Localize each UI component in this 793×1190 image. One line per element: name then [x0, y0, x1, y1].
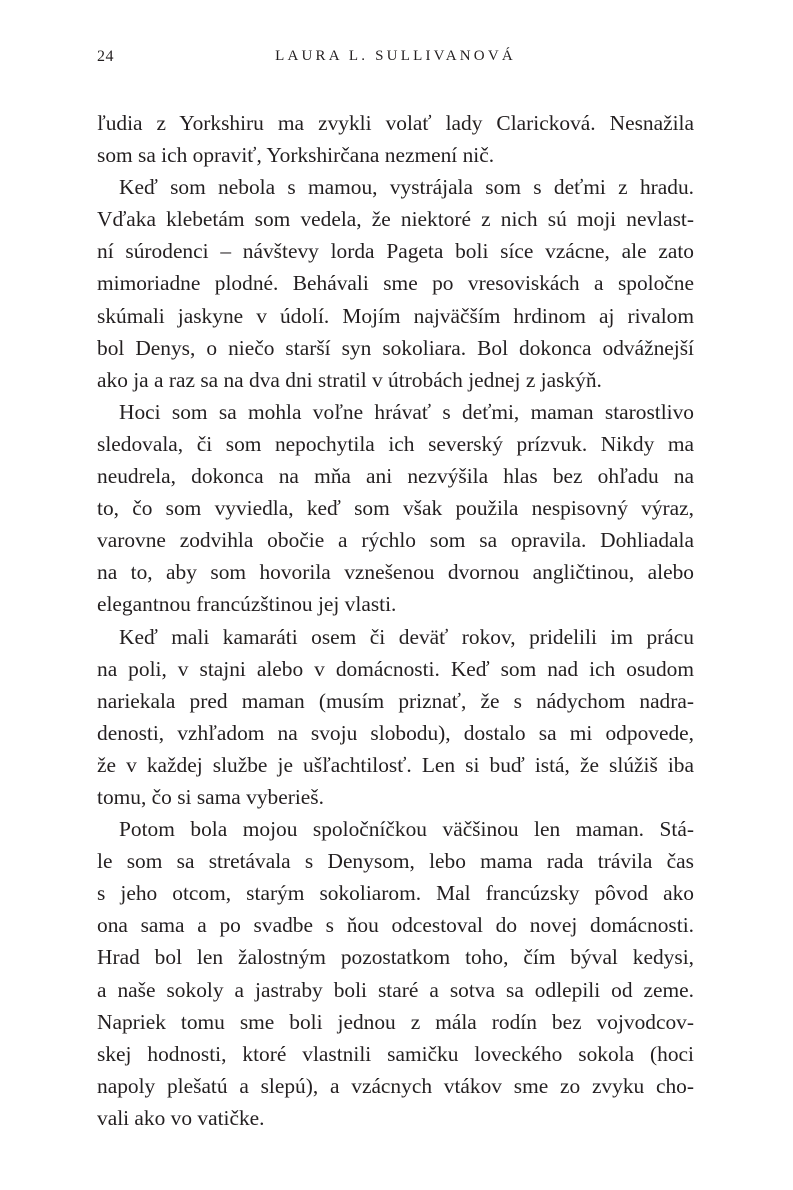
- text-line: vali ako vo vatičke.: [97, 1105, 265, 1130]
- text-line: ona sama a po svadbe s ňou odcestoval do novej domácnosti.: [97, 913, 694, 938]
- text-line: na to, aby som hovorila vznešenou dvornou angličtinou, alebo: [97, 560, 694, 585]
- text-line: s jeho otcom, starým sokoliarom. Mal francúzsky pôvod ako: [97, 881, 694, 906]
- text-line: že v každej službe je ušľachtilosť. Len si buď istá, že slúžiš iba: [97, 752, 694, 777]
- text-line: sledovala, či som nepochytila ich severský prízvuk. Nikdy ma: [97, 431, 694, 456]
- text-line: ako ja a raz sa na dva dni stratil v útrobách jednej z jaskýň.: [97, 367, 602, 392]
- text-line: elegantnou francúzštinou jej vlasti.: [97, 592, 397, 617]
- running-title-author: LAURA L. SULLIVANOVÁ: [275, 48, 516, 64]
- body-text: [97, 107, 694, 1134]
- text-line: Napriek tomu sme boli jednou z mála rodín bez vojvodcov-: [97, 1009, 694, 1034]
- text-line: Hoci som sa mohla voľne hrávať s deťmi, maman starostlivo: [119, 399, 694, 424]
- text-line: a naše sokoly a jastraby boli staré a sotva sa odlepili od zeme.: [97, 977, 694, 1002]
- text-line: ní súrodenci – návštevy lorda Pageta boli síce vzácne, ale zato: [97, 239, 694, 264]
- text-line: tomu, čo si sama vyberieš.: [97, 784, 324, 809]
- page-number: 24: [97, 48, 114, 65]
- text-line: som sa ich opraviť, Yorkshirčana nezmení nič.: [97, 143, 495, 168]
- text-line: varovne zodvihla obočie a rýchlo som sa opravila. Dohliadala: [97, 528, 694, 553]
- text-line: ľudia z Yorkshiru ma zvykli volať lady Claricková. Nesnažila: [97, 111, 694, 135]
- text-line: napoly plešatú a slepú), a vzácnych vtákov sme zo zvyku cho-: [97, 1073, 694, 1098]
- text-line: neudrela, dokonca na mňa ani nezvýšila hlas bez ohľadu na: [97, 464, 694, 489]
- text-line: Keď mali kamaráti osem či deväť rokov, pridelili im prácu: [119, 624, 694, 649]
- text-line: nariekala pred maman (musím priznať, že s nádychom nadra-: [97, 688, 694, 713]
- running-head: [97, 48, 694, 72]
- text-line: Vďaka klebetám som vedela, že niektoré z nich sú moji nevlast-: [97, 207, 694, 232]
- text-line: mimoriadne plodné. Behávali sme po vresoviskách a spoločne: [97, 271, 694, 296]
- text-line: Keď som nebola s mamou, vystrájala som s deťmi z hradu.: [119, 175, 694, 200]
- text-line: na poli, v stajni alebo v domácnosti. Keď som nad ich osudom: [97, 656, 694, 681]
- text-line: to, čo som vyviedla, keď som však použila nespisovný výraz,: [97, 496, 694, 521]
- text-line: skúmali jaskyne v údolí. Mojím najväčším hrdinom aj rivalom: [97, 303, 694, 328]
- text-line: skej hodnosti, ktoré vlastnili samičku loveckého sokola (hoci: [97, 1041, 694, 1066]
- text-line: bol Denys, o niečo starší syn sokoliara. Bol dokonca odvážnejší: [97, 335, 694, 360]
- text-line: le som sa stretávala s Denysom, lebo mama rada trávila čas: [97, 849, 694, 874]
- text-line: Potom bola mojou spoločníčkou väčšinou len maman. Stá-: [119, 817, 694, 842]
- text-line: denosti, vzhľadom na svoju slobodu), dostalo sa mi odpovede,: [97, 720, 694, 745]
- text-line: Hrad bol len žalostným pozostatkom toho, čím býval kedysi,: [97, 945, 694, 970]
